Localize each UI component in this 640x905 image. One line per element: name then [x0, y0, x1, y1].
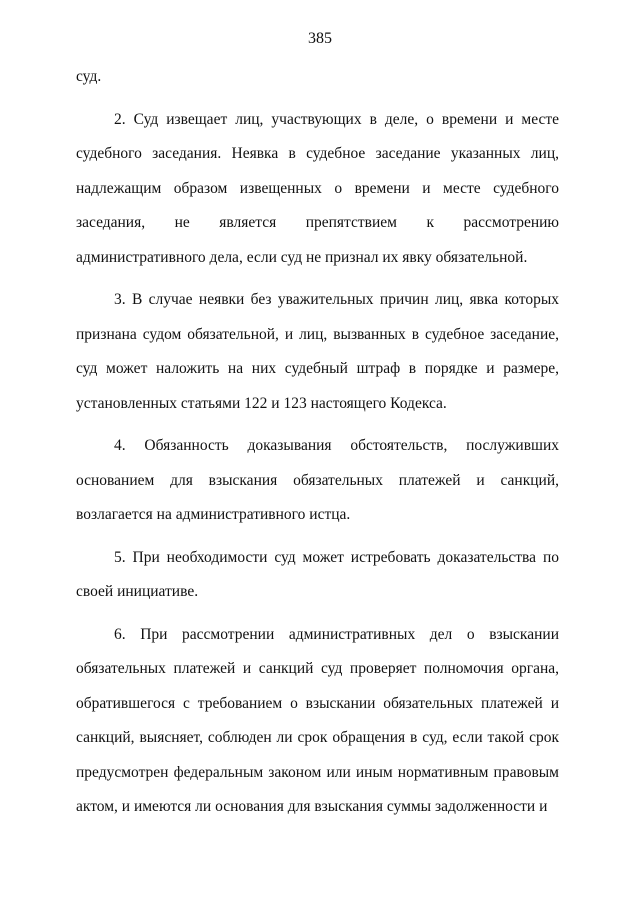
- paragraph-item-4: 4. Обязанность доказывания обстоятельств, послуживших основанием для взыскания обязательных платежей и санкций, возлагается на административного истца.: [76, 437, 559, 523]
- paragraph-continuation: суд.: [76, 68, 102, 85]
- page-number: 385: [308, 30, 332, 47]
- document-body: [76, 60, 559, 833]
- paragraph-item-2: 2. Суд извещает лиц, участвующих в деле, о времени и месте судебного заседания. Неявка в судебное заседание указанных лиц, надлежащим образом извещенных о времени и месте судебного заседания, не является препятствием к рассмотрению административного дела, если суд не признал их явку обязательной.: [76, 110, 559, 266]
- paragraph-item-6: 6. При рассмотрении административных дел о взыскании обязательных платежей и санкций суд проверяет полномочия органа, обратившегося с требованием о взыскании обязательных платежей и санкций, выясняет, соблюден ли срок обращения в суд, если такой срок предусмотрен федеральным законом или иным нормативным правовым актом, и имеются ли основания для взыскания суммы задолженности и: [76, 625, 559, 815]
- paragraph-item-5: 5. При необходимости суд может истребовать доказательства по своей инициативе.: [76, 548, 559, 600]
- paragraph-item-3: 3. В случае неявки без уважительных причин лиц, явка которых признана судом обязательной, и лиц, вызванных в судебное заседание, суд может наложить на них судебный штраф в порядке и размере, установленных статьями 122 и 123 настоящего Кодекса.: [76, 291, 559, 412]
